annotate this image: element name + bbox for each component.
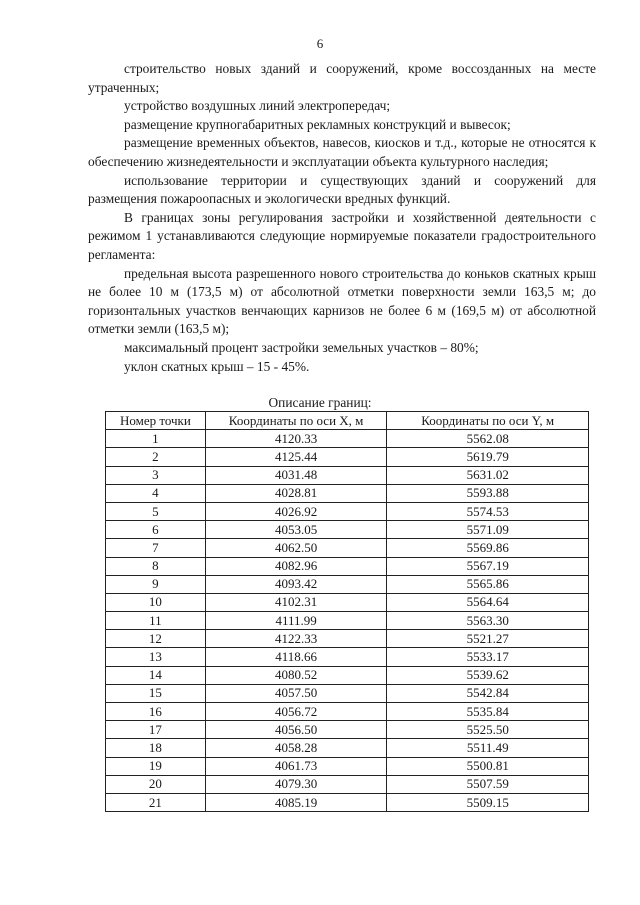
- table-body: [106, 430, 589, 812]
- cell-y: 5571.09: [387, 521, 589, 539]
- table-row: [106, 521, 589, 539]
- table-row: [106, 612, 589, 630]
- paragraph-max-building-percent: максимальный процент застройки земельных участков – 80%;: [124, 339, 479, 355]
- cell-point-number: 20: [106, 775, 206, 793]
- table-row: [106, 502, 589, 520]
- table-row: [106, 539, 589, 557]
- cell-x: 4118.66: [205, 648, 387, 666]
- table-header-row: [106, 412, 589, 430]
- table-row: [106, 448, 589, 466]
- paragraph-restriction-advertising: размещение крупногабаритных рекламных конструкций и вывесок;: [124, 116, 511, 132]
- cell-point-number: 4: [106, 484, 206, 502]
- table-row: [106, 648, 589, 666]
- cell-point-number: 12: [106, 630, 206, 648]
- cell-x: 4056.50: [205, 721, 387, 739]
- cell-x: 4085.19: [205, 793, 387, 811]
- header-point-number: Номер точки: [106, 412, 206, 430]
- cell-x: 4093.42: [205, 575, 387, 593]
- header-y-coordinate: Координаты по оси Y, м: [387, 412, 589, 430]
- cell-y: 5525.50: [387, 721, 589, 739]
- cell-y: 5565.86: [387, 575, 589, 593]
- cell-x: 4028.81: [205, 484, 387, 502]
- cell-x: 4026.92: [205, 502, 387, 520]
- table-row: [106, 484, 589, 502]
- table-row: [106, 703, 589, 721]
- cell-x: 4079.30: [205, 775, 387, 793]
- table-row: [106, 775, 589, 793]
- cell-y: 5562.08: [387, 430, 589, 448]
- cell-x: 4122.33: [205, 630, 387, 648]
- cell-y: 5569.86: [387, 539, 589, 557]
- cell-x: 4111.99: [205, 612, 387, 630]
- paragraph-zone-regulation-intro: В границах зоны регулирования застройки и хозяйственной деятельности с режимом 1 устанавливаются следующие нормируемые показатели градостроительного регламента:: [88, 209, 596, 262]
- cell-point-number: 9: [106, 575, 206, 593]
- table-caption: Описание границ:: [268, 395, 372, 410]
- table-row: [106, 557, 589, 575]
- cell-point-number: 8: [106, 557, 206, 575]
- table-row: [106, 430, 589, 448]
- document-body: [88, 60, 596, 376]
- cell-point-number: 19: [106, 757, 206, 775]
- cell-y: 5539.62: [387, 666, 589, 684]
- cell-point-number: 18: [106, 739, 206, 757]
- cell-point-number: 1: [106, 430, 206, 448]
- cell-x: 4120.33: [205, 430, 387, 448]
- cell-y: 5535.84: [387, 703, 589, 721]
- cell-x: 4082.96: [205, 557, 387, 575]
- cell-x: 4031.48: [205, 466, 387, 484]
- cell-y: 5619.79: [387, 448, 589, 466]
- cell-point-number: 10: [106, 593, 206, 611]
- cell-y: 5500.81: [387, 757, 589, 775]
- cell-y: 5563.30: [387, 612, 589, 630]
- table-row: [106, 593, 589, 611]
- cell-x: 4058.28: [205, 739, 387, 757]
- cell-point-number: 2: [106, 448, 206, 466]
- cell-point-number: 15: [106, 684, 206, 702]
- paragraph-restriction-power-lines: устройство воздушных линий электропередач;: [124, 98, 391, 114]
- table-row: [106, 575, 589, 593]
- cell-point-number: 13: [106, 648, 206, 666]
- boundary-coordinates-table: [105, 411, 589, 812]
- cell-y: 5574.53: [387, 502, 589, 520]
- cell-point-number: 5: [106, 502, 206, 520]
- cell-y: 5567.19: [387, 557, 589, 575]
- paragraph-roof-slope: уклон скатных крыш – 15 - 45%.: [124, 358, 310, 374]
- cell-x: 4062.50: [205, 539, 387, 557]
- cell-x: 4080.52: [205, 666, 387, 684]
- cell-y: 5564.64: [387, 593, 589, 611]
- cell-y: 5533.17: [387, 648, 589, 666]
- cell-y: 5521.27: [387, 630, 589, 648]
- table-row: [106, 739, 589, 757]
- cell-x: 4056.72: [205, 703, 387, 721]
- table-row: [106, 757, 589, 775]
- cell-point-number: 14: [106, 666, 206, 684]
- paragraph-restriction-temporary-objects: размещение временных объектов, навесов, киосков и т.д., которые не относятся к обеспечению жизнедеятельности и эксплуатации объекта культурного наследия;: [88, 135, 596, 169]
- table-row: [106, 666, 589, 684]
- cell-x: 4125.44: [205, 448, 387, 466]
- cell-x: 4061.73: [205, 757, 387, 775]
- cell-point-number: 21: [106, 793, 206, 811]
- cell-x: 4057.50: [205, 684, 387, 702]
- table-row: [106, 684, 589, 702]
- header-x-coordinate: Координаты по оси X, м: [205, 412, 387, 430]
- cell-x: 4053.05: [205, 521, 387, 539]
- paragraph-max-height: предельная высота разрешенного нового строительства до коньков скатных крыш не более 10 м (173,5 м) от абсолютной отметки поверхности земли 163,5 м; до горизонтальных участков венчающих карнизов не более 6 м (169,5 м) от абсолютной отметки земли (163,5 м);: [88, 265, 596, 337]
- cell-y: 5507.59: [387, 775, 589, 793]
- cell-y: 5542.84: [387, 684, 589, 702]
- paragraph-restriction-new-buildings: строительство новых зданий и сооружений, кроме воссозданных на месте утраченных;: [88, 61, 596, 95]
- table-row: [106, 630, 589, 648]
- cell-x: 4102.31: [205, 593, 387, 611]
- cell-point-number: 11: [106, 612, 206, 630]
- table-row: [106, 793, 589, 811]
- cell-point-number: 17: [106, 721, 206, 739]
- paragraph-restriction-hazardous-use: использование территории и существующих зданий и сооружений для размещения пожароопасных и экологически вредных функций.: [88, 172, 596, 207]
- cell-point-number: 7: [106, 539, 206, 557]
- cell-y: 5511.49: [387, 739, 589, 757]
- cell-y: 5631.02: [387, 466, 589, 484]
- cell-y: 5593.88: [387, 484, 589, 502]
- cell-point-number: 16: [106, 703, 206, 721]
- table-row: [106, 466, 589, 484]
- table-row: [106, 721, 589, 739]
- cell-point-number: 3: [106, 466, 206, 484]
- cell-y: 5509.15: [387, 793, 589, 811]
- cell-point-number: 6: [106, 521, 206, 539]
- page-number: 6: [316, 36, 324, 51]
